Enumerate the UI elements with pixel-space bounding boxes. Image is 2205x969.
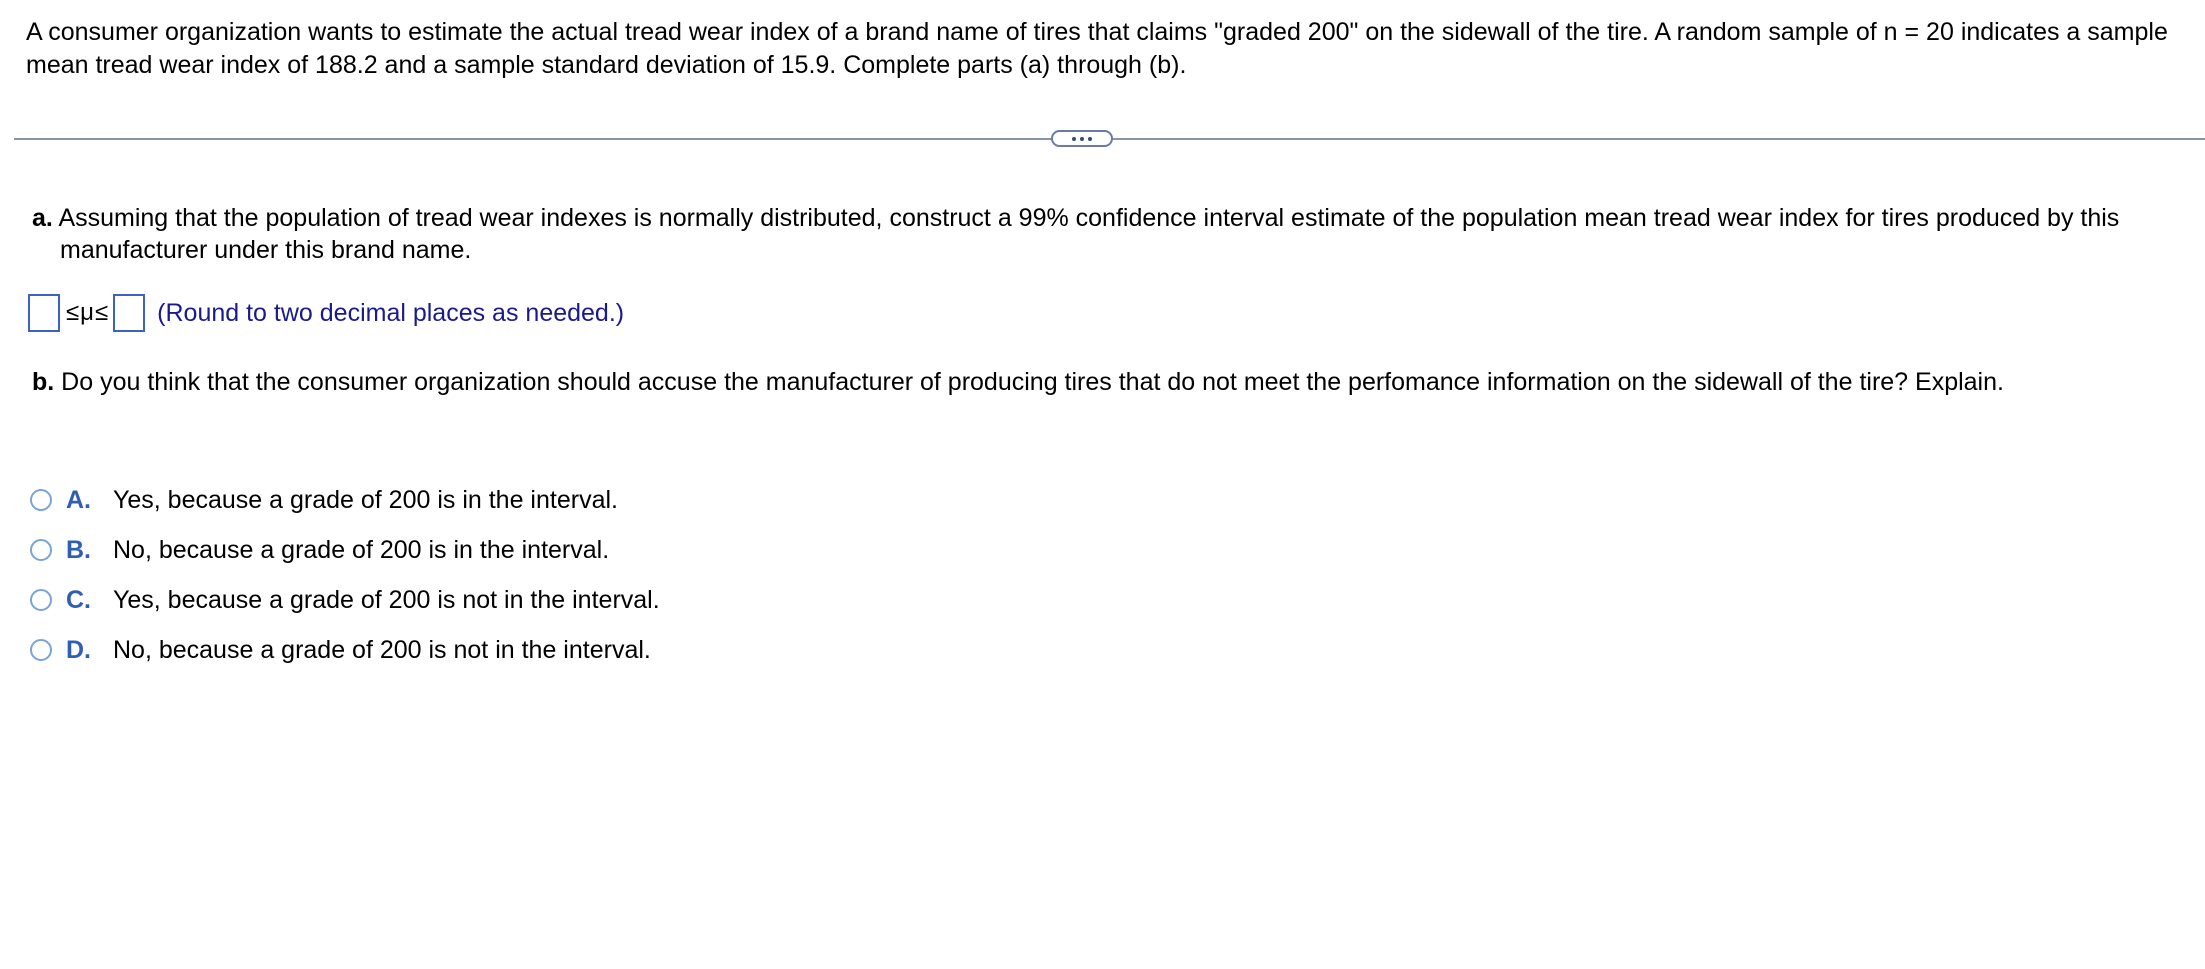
option-letter: A. <box>66 485 91 514</box>
option-letter: B. <box>66 535 91 564</box>
radio-button[interactable] <box>30 489 52 511</box>
option-b[interactable] <box>30 525 660 575</box>
option-text: No, because a grade of 200 is not in the interval. <box>113 635 651 664</box>
radio-button[interactable] <box>30 589 52 611</box>
option-text: Yes, because a grade of 200 is not in the interval. <box>113 585 660 614</box>
option-letter: D. <box>66 635 91 664</box>
option-text: Yes, because a grade of 200 is in the interval. <box>113 485 618 514</box>
part-a-prompt <box>32 202 2205 266</box>
expand-button[interactable] <box>1051 130 1113 147</box>
radio-button[interactable] <box>30 539 52 561</box>
option-d[interactable] <box>30 625 660 675</box>
option-c[interactable] <box>30 575 660 625</box>
part-b-prompt <box>32 366 2182 398</box>
part-b-letter: b. <box>32 368 55 396</box>
lower-bound-input[interactable] <box>28 294 60 332</box>
answer-options <box>30 475 660 675</box>
radio-button[interactable] <box>30 639 52 661</box>
part-b-text: Do you think that the consumer organization should accuse the manufacturer of producing tires that do not meet the perfomance information on the sidewall of the tire? Explain. <box>61 368 2004 396</box>
part-a-letter: a. <box>32 204 53 232</box>
more-dots-icon <box>1072 137 1076 141</box>
option-a[interactable] <box>30 475 660 525</box>
mu-inequality: ≤μ≤ <box>66 299 110 326</box>
part-a-text: Assuming that the population of tread wear indexes is normally distributed, construct a 99% confidence interval estimate of the population mean tread wear index for tires produced by this manufacturer under this brand name. <box>58 204 2120 264</box>
option-text: No, because a grade of 200 is in the interval. <box>113 535 610 564</box>
confidence-interval-answer <box>28 292 624 334</box>
option-letter: C. <box>66 585 91 614</box>
upper-bound-input[interactable] <box>113 294 145 332</box>
rounding-hint: (Round to two decimal places as needed.) <box>157 298 625 327</box>
question-intro: A consumer organization wants to estimate the actual tread wear index of a brand name of tires that claims "graded 200" on the sidewall of the tire. A random sample of n = 20 indicates a sample mean tread wear index of 188.2 and a sample standard deviation of 15.9. Complete parts (a) through (b). <box>26 18 2168 79</box>
